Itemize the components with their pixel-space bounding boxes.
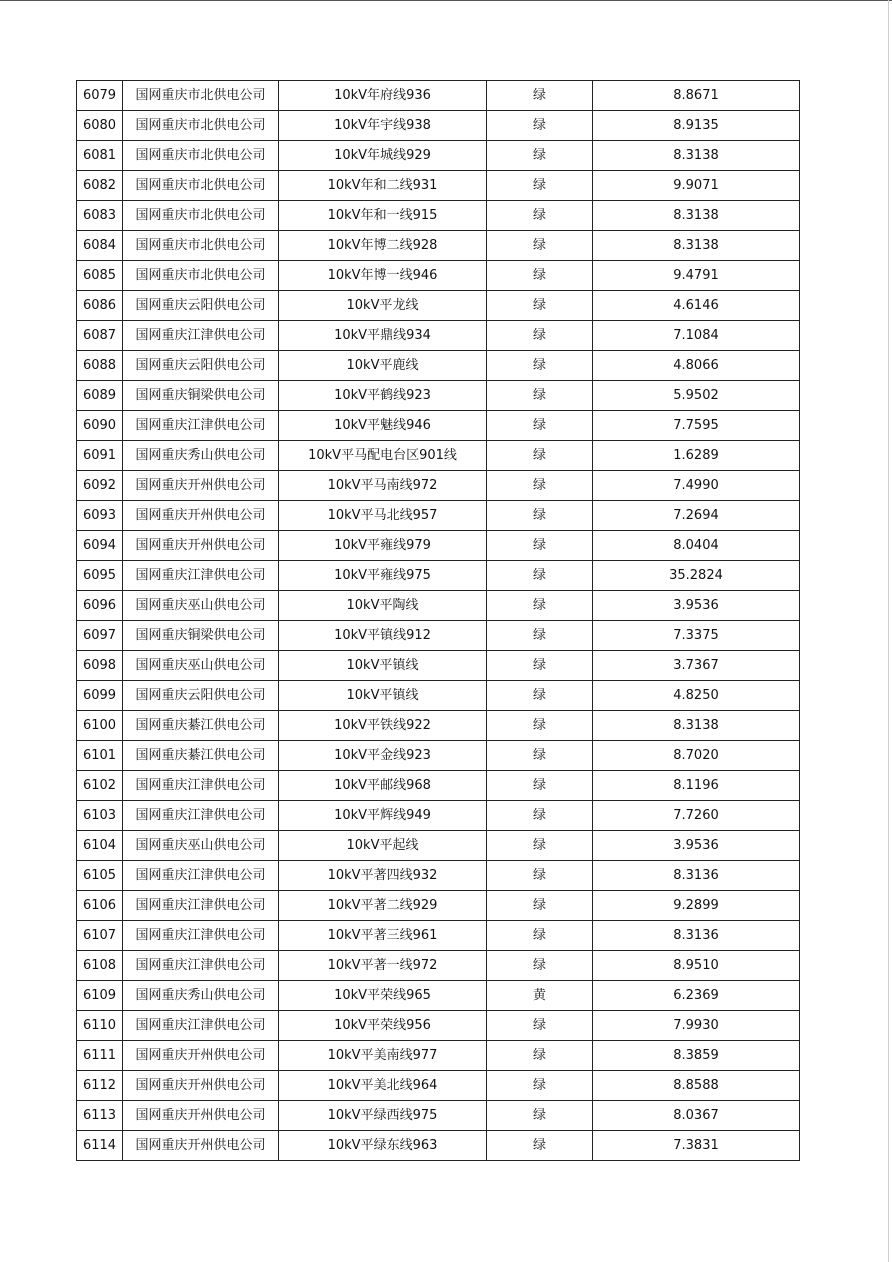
status-cell: 绿 bbox=[487, 171, 593, 201]
line-name-cell: 10kV平雍线979 bbox=[279, 531, 487, 561]
table-row bbox=[77, 561, 800, 591]
line-name-cell: 10kV年博二线928 bbox=[279, 231, 487, 261]
company-cell: 国网重庆市北供电公司 bbox=[123, 171, 279, 201]
company-cell: 国网重庆云阳供电公司 bbox=[123, 351, 279, 381]
line-name-cell: 10kV平魅线946 bbox=[279, 411, 487, 441]
status-cell: 绿 bbox=[487, 561, 593, 591]
value-cell: 8.8671 bbox=[593, 81, 800, 111]
row-id-cell: 6086 bbox=[77, 291, 123, 321]
row-id-cell: 6112 bbox=[77, 1071, 123, 1101]
table-body bbox=[77, 81, 800, 1161]
line-name-cell: 10kV年和二线931 bbox=[279, 171, 487, 201]
table-row bbox=[77, 171, 800, 201]
value-cell: 8.3138 bbox=[593, 201, 800, 231]
status-cell: 绿 bbox=[487, 681, 593, 711]
table-row bbox=[77, 1041, 800, 1071]
company-cell: 国网重庆云阳供电公司 bbox=[123, 291, 279, 321]
line-name-cell: 10kV平著四线932 bbox=[279, 861, 487, 891]
company-cell: 国网重庆江津供电公司 bbox=[123, 801, 279, 831]
status-cell: 黄 bbox=[487, 981, 593, 1011]
data-table bbox=[76, 80, 800, 1161]
line-name-cell: 10kV平荣线956 bbox=[279, 1011, 487, 1041]
company-cell: 国网重庆江津供电公司 bbox=[123, 861, 279, 891]
company-cell: 国网重庆开州供电公司 bbox=[123, 1071, 279, 1101]
table-row bbox=[77, 861, 800, 891]
line-name-cell: 10kV平马北线957 bbox=[279, 501, 487, 531]
company-cell: 国网重庆开州供电公司 bbox=[123, 1041, 279, 1071]
table-row bbox=[77, 231, 800, 261]
row-id-cell: 6110 bbox=[77, 1011, 123, 1041]
table-row bbox=[77, 291, 800, 321]
row-id-cell: 6095 bbox=[77, 561, 123, 591]
value-cell: 7.7260 bbox=[593, 801, 800, 831]
status-cell: 绿 bbox=[487, 531, 593, 561]
company-cell: 国网重庆铜梁供电公司 bbox=[123, 621, 279, 651]
company-cell: 国网重庆市北供电公司 bbox=[123, 261, 279, 291]
company-cell: 国网重庆江津供电公司 bbox=[123, 561, 279, 591]
value-cell: 8.3138 bbox=[593, 141, 800, 171]
company-cell: 国网重庆江津供电公司 bbox=[123, 321, 279, 351]
status-cell: 绿 bbox=[487, 111, 593, 141]
value-cell: 4.8066 bbox=[593, 351, 800, 381]
company-cell: 国网重庆开州供电公司 bbox=[123, 471, 279, 501]
row-id-cell: 6087 bbox=[77, 321, 123, 351]
value-cell: 5.9502 bbox=[593, 381, 800, 411]
table-row bbox=[77, 141, 800, 171]
status-cell: 绿 bbox=[487, 651, 593, 681]
value-cell: 8.9135 bbox=[593, 111, 800, 141]
status-cell: 绿 bbox=[487, 471, 593, 501]
table-row bbox=[77, 591, 800, 621]
table-row bbox=[77, 921, 800, 951]
table-row bbox=[77, 1071, 800, 1101]
value-cell: 8.3138 bbox=[593, 231, 800, 261]
value-cell: 3.7367 bbox=[593, 651, 800, 681]
page-right-border bbox=[888, 0, 889, 1262]
value-cell: 9.4791 bbox=[593, 261, 800, 291]
table-row bbox=[77, 81, 800, 111]
company-cell: 国网重庆云阳供电公司 bbox=[123, 681, 279, 711]
line-name-cell: 10kV年和一线915 bbox=[279, 201, 487, 231]
value-cell: 8.0367 bbox=[593, 1101, 800, 1131]
table-row bbox=[77, 201, 800, 231]
value-cell: 8.0404 bbox=[593, 531, 800, 561]
company-cell: 国网重庆开州供电公司 bbox=[123, 1101, 279, 1131]
value-cell: 8.3136 bbox=[593, 921, 800, 951]
value-cell: 8.7020 bbox=[593, 741, 800, 771]
row-id-cell: 6100 bbox=[77, 711, 123, 741]
table-row bbox=[77, 441, 800, 471]
status-cell: 绿 bbox=[487, 621, 593, 651]
company-cell: 国网重庆江津供电公司 bbox=[123, 891, 279, 921]
table-row bbox=[77, 831, 800, 861]
value-cell: 9.9071 bbox=[593, 171, 800, 201]
company-cell: 国网重庆市北供电公司 bbox=[123, 141, 279, 171]
table-row bbox=[77, 621, 800, 651]
table-row bbox=[77, 261, 800, 291]
status-cell: 绿 bbox=[487, 861, 593, 891]
row-id-cell: 6085 bbox=[77, 261, 123, 291]
company-cell: 国网重庆市北供电公司 bbox=[123, 231, 279, 261]
row-id-cell: 6083 bbox=[77, 201, 123, 231]
row-id-cell: 6090 bbox=[77, 411, 123, 441]
table-row bbox=[77, 471, 800, 501]
table-row bbox=[77, 771, 800, 801]
status-cell: 绿 bbox=[487, 951, 593, 981]
line-name-cell: 10kV平辉线949 bbox=[279, 801, 487, 831]
line-name-cell: 10kV年府线936 bbox=[279, 81, 487, 111]
status-cell: 绿 bbox=[487, 921, 593, 951]
row-id-cell: 6114 bbox=[77, 1131, 123, 1161]
row-id-cell: 6105 bbox=[77, 861, 123, 891]
line-name-cell: 10kV平镇线 bbox=[279, 681, 487, 711]
status-cell: 绿 bbox=[487, 591, 593, 621]
line-name-cell: 10kV平荣线965 bbox=[279, 981, 487, 1011]
company-cell: 国网重庆开州供电公司 bbox=[123, 1131, 279, 1161]
status-cell: 绿 bbox=[487, 261, 593, 291]
table-row bbox=[77, 651, 800, 681]
status-cell: 绿 bbox=[487, 711, 593, 741]
value-cell: 4.8250 bbox=[593, 681, 800, 711]
table-row bbox=[77, 891, 800, 921]
row-id-cell: 6089 bbox=[77, 381, 123, 411]
row-id-cell: 6092 bbox=[77, 471, 123, 501]
status-cell: 绿 bbox=[487, 441, 593, 471]
status-cell: 绿 bbox=[487, 801, 593, 831]
value-cell: 7.3831 bbox=[593, 1131, 800, 1161]
table-row bbox=[77, 741, 800, 771]
table-row bbox=[77, 681, 800, 711]
company-cell: 国网重庆开州供电公司 bbox=[123, 501, 279, 531]
row-id-cell: 6106 bbox=[77, 891, 123, 921]
row-id-cell: 6101 bbox=[77, 741, 123, 771]
status-cell: 绿 bbox=[487, 411, 593, 441]
company-cell: 国网重庆开州供电公司 bbox=[123, 531, 279, 561]
line-name-cell: 10kV年博一线946 bbox=[279, 261, 487, 291]
company-cell: 国网重庆市北供电公司 bbox=[123, 201, 279, 231]
row-id-cell: 6104 bbox=[77, 831, 123, 861]
company-cell: 国网重庆綦江供电公司 bbox=[123, 741, 279, 771]
line-name-cell: 10kV平著二线929 bbox=[279, 891, 487, 921]
company-cell: 国网重庆市北供电公司 bbox=[123, 111, 279, 141]
table-row bbox=[77, 501, 800, 531]
table-row bbox=[77, 1101, 800, 1131]
company-cell: 国网重庆江津供电公司 bbox=[123, 771, 279, 801]
status-cell: 绿 bbox=[487, 741, 593, 771]
line-name-cell: 10kV平鹤线923 bbox=[279, 381, 487, 411]
value-cell: 3.9536 bbox=[593, 591, 800, 621]
status-cell: 绿 bbox=[487, 1011, 593, 1041]
row-id-cell: 6099 bbox=[77, 681, 123, 711]
page-top-border bbox=[0, 0, 892, 1]
line-name-cell: 10kV平起线 bbox=[279, 831, 487, 861]
value-cell: 4.6146 bbox=[593, 291, 800, 321]
company-cell: 国网重庆江津供电公司 bbox=[123, 921, 279, 951]
value-cell: 8.3859 bbox=[593, 1041, 800, 1071]
status-cell: 绿 bbox=[487, 1071, 593, 1101]
value-cell: 1.6289 bbox=[593, 441, 800, 471]
status-cell: 绿 bbox=[487, 1131, 593, 1161]
line-name-cell: 10kV平绿西线975 bbox=[279, 1101, 487, 1131]
line-name-cell: 10kV平雍线975 bbox=[279, 561, 487, 591]
status-cell: 绿 bbox=[487, 291, 593, 321]
row-id-cell: 6081 bbox=[77, 141, 123, 171]
value-cell: 8.3136 bbox=[593, 861, 800, 891]
row-id-cell: 6108 bbox=[77, 951, 123, 981]
value-cell: 35.2824 bbox=[593, 561, 800, 591]
company-cell: 国网重庆巫山供电公司 bbox=[123, 591, 279, 621]
row-id-cell: 6080 bbox=[77, 111, 123, 141]
line-name-cell: 10kV平绿东线963 bbox=[279, 1131, 487, 1161]
value-cell: 8.3138 bbox=[593, 711, 800, 741]
value-cell: 6.2369 bbox=[593, 981, 800, 1011]
row-id-cell: 6109 bbox=[77, 981, 123, 1011]
company-cell: 国网重庆巫山供电公司 bbox=[123, 831, 279, 861]
line-name-cell: 10kV平马南线972 bbox=[279, 471, 487, 501]
company-cell: 国网重庆綦江供电公司 bbox=[123, 711, 279, 741]
line-name-cell: 10kV平马配电台区901线 bbox=[279, 441, 487, 471]
value-cell: 7.9930 bbox=[593, 1011, 800, 1041]
value-cell: 8.8588 bbox=[593, 1071, 800, 1101]
table-row bbox=[77, 381, 800, 411]
line-name-cell: 10kV平铁线922 bbox=[279, 711, 487, 741]
table-row bbox=[77, 531, 800, 561]
status-cell: 绿 bbox=[487, 201, 593, 231]
row-id-cell: 6088 bbox=[77, 351, 123, 381]
table-row bbox=[77, 711, 800, 741]
table-row bbox=[77, 411, 800, 441]
table-row bbox=[77, 1011, 800, 1041]
value-cell: 7.4990 bbox=[593, 471, 800, 501]
row-id-cell: 6091 bbox=[77, 441, 123, 471]
row-id-cell: 6111 bbox=[77, 1041, 123, 1071]
line-name-cell: 10kV平龙线 bbox=[279, 291, 487, 321]
company-cell: 国网重庆铜梁供电公司 bbox=[123, 381, 279, 411]
row-id-cell: 6084 bbox=[77, 231, 123, 261]
status-cell: 绿 bbox=[487, 321, 593, 351]
row-id-cell: 6097 bbox=[77, 621, 123, 651]
status-cell: 绿 bbox=[487, 1041, 593, 1071]
value-cell: 7.2694 bbox=[593, 501, 800, 531]
table-row bbox=[77, 321, 800, 351]
line-name-cell: 10kV平著三线961 bbox=[279, 921, 487, 951]
line-name-cell: 10kV平美南线977 bbox=[279, 1041, 487, 1071]
table-row bbox=[77, 351, 800, 381]
row-id-cell: 6082 bbox=[77, 171, 123, 201]
company-cell: 国网重庆秀山供电公司 bbox=[123, 981, 279, 1011]
company-cell: 国网重庆巫山供电公司 bbox=[123, 651, 279, 681]
value-cell: 8.1196 bbox=[593, 771, 800, 801]
row-id-cell: 6113 bbox=[77, 1101, 123, 1131]
company-cell: 国网重庆江津供电公司 bbox=[123, 1011, 279, 1041]
row-id-cell: 6096 bbox=[77, 591, 123, 621]
company-cell: 国网重庆秀山供电公司 bbox=[123, 441, 279, 471]
status-cell: 绿 bbox=[487, 381, 593, 411]
line-name-cell: 10kV平著一线972 bbox=[279, 951, 487, 981]
line-name-cell: 10kV平金线923 bbox=[279, 741, 487, 771]
table-row bbox=[77, 951, 800, 981]
status-cell: 绿 bbox=[487, 141, 593, 171]
line-name-cell: 10kV年城线929 bbox=[279, 141, 487, 171]
company-cell: 国网重庆江津供电公司 bbox=[123, 951, 279, 981]
line-name-cell: 10kV平美北线964 bbox=[279, 1071, 487, 1101]
line-name-cell: 10kV平镇线 bbox=[279, 651, 487, 681]
status-cell: 绿 bbox=[487, 351, 593, 381]
status-cell: 绿 bbox=[487, 1101, 593, 1131]
value-cell: 7.3375 bbox=[593, 621, 800, 651]
table-row bbox=[77, 111, 800, 141]
status-cell: 绿 bbox=[487, 231, 593, 261]
company-cell: 国网重庆市北供电公司 bbox=[123, 81, 279, 111]
table-row bbox=[77, 1131, 800, 1161]
row-id-cell: 6094 bbox=[77, 531, 123, 561]
table-row bbox=[77, 981, 800, 1011]
line-name-cell: 10kV平镇线912 bbox=[279, 621, 487, 651]
value-cell: 8.9510 bbox=[593, 951, 800, 981]
row-id-cell: 6079 bbox=[77, 81, 123, 111]
line-name-cell: 10kV平鹿线 bbox=[279, 351, 487, 381]
line-name-cell: 10kV平邮线968 bbox=[279, 771, 487, 801]
status-cell: 绿 bbox=[487, 81, 593, 111]
row-id-cell: 6107 bbox=[77, 921, 123, 951]
status-cell: 绿 bbox=[487, 891, 593, 921]
value-cell: 7.7595 bbox=[593, 411, 800, 441]
row-id-cell: 6093 bbox=[77, 501, 123, 531]
status-cell: 绿 bbox=[487, 831, 593, 861]
line-name-cell: 10kV平鼎线934 bbox=[279, 321, 487, 351]
status-cell: 绿 bbox=[487, 771, 593, 801]
value-cell: 3.9536 bbox=[593, 831, 800, 861]
row-id-cell: 6103 bbox=[77, 801, 123, 831]
line-name-cell: 10kV平陶线 bbox=[279, 591, 487, 621]
value-cell: 7.1084 bbox=[593, 321, 800, 351]
row-id-cell: 6098 bbox=[77, 651, 123, 681]
row-id-cell: 6102 bbox=[77, 771, 123, 801]
status-cell: 绿 bbox=[487, 501, 593, 531]
company-cell: 国网重庆江津供电公司 bbox=[123, 411, 279, 441]
table-row bbox=[77, 801, 800, 831]
line-name-cell: 10kV年宇线938 bbox=[279, 111, 487, 141]
value-cell: 9.2899 bbox=[593, 891, 800, 921]
